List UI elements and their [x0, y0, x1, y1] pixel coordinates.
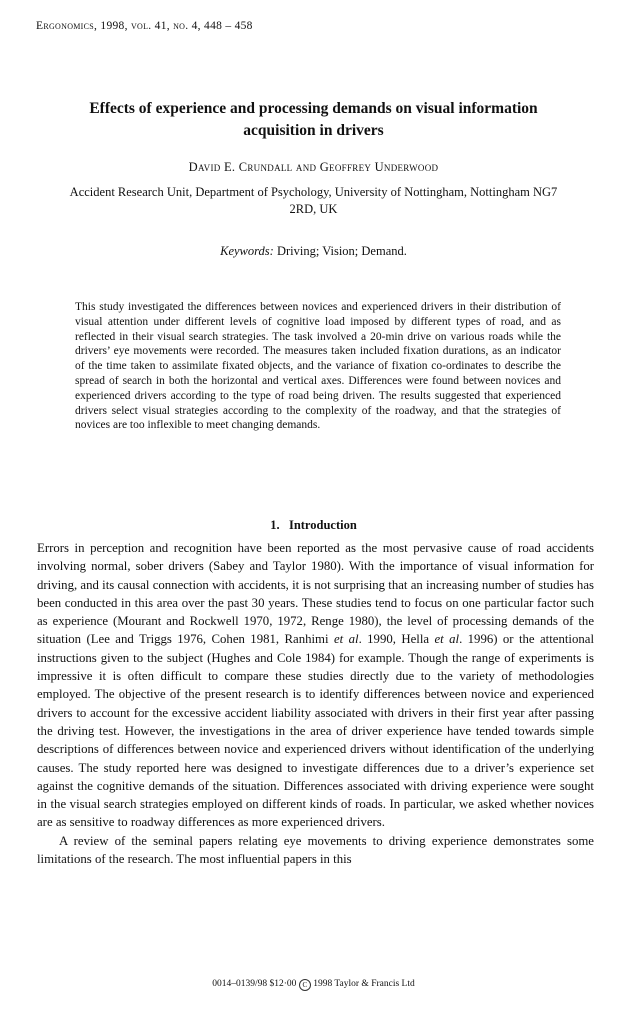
keywords	[0, 244, 627, 259]
page-footer	[0, 979, 627, 991]
copyright-text: 1998 Taylor & Francis Ltd	[313, 979, 415, 989]
running-head	[36, 20, 253, 32]
keywords-label: Keywords:	[220, 244, 274, 258]
paper-title: Effects of experience and processing demands on visual information acquisition in drivers	[89, 100, 538, 139]
abstract: This study investigated the differences between novices and experienced drivers in their distribution of visual attention under different levels of cognitive load imposed by different types of road, and as reflected in their visual search strategies. The task involved a 20-min drive on various roads while the drivers’ eye movements were recorded. The measures taken included fixation durations, as an indicator of the time taken to assimilate fixated objects, and the variance of fixation co-ordinates to describe the spread of search in both the horizontal and vertical axes. Differences were found between novices and experienced drivers according to the type of road being driven. The results suggested that experienced drivers select visual strategies according to the complexity of the roadway, and that the strategies of novices are too inflexible to meet changing demands.	[75, 301, 561, 432]
section-title: Introduction	[288, 518, 357, 532]
et-al: et al	[333, 632, 359, 647]
et-al: et al	[434, 632, 460, 647]
journal-year: , 1998,	[94, 20, 131, 32]
issn-price: 0014–0139/98 $12·00	[212, 979, 297, 989]
paragraph-text: . 1990, Hella	[358, 632, 435, 647]
volume-label: vol	[130, 20, 149, 32]
volume-number: . 41,	[148, 20, 174, 32]
paper-authors: David E. Crundall and Geoffrey Underwood	[188, 160, 439, 174]
paragraph-text: Errors in perception and recognition have been reported as the most pervasive cause of road accidents involving normal, sober drivers (Sabey and Taylor 1980). With the importance of visual information for driving, and its causal connection with accidents, it is not surprising that an increasing number of studies has been conducted in this area over the past 30 years. These studies tend to focus on one particular factor such as experience (Mourant and Rockwell 1970, 1972, Renge 1980), the level of processing demands of the situation (Lee and Triggs 1976, Cohen 1981, Ranhimi	[37, 541, 594, 647]
section-heading	[0, 518, 627, 533]
paragraph	[37, 539, 594, 832]
author-affiliation: Accident Research Unit, Department of Psychology, University of Nottingham, Nottingham NG7 2RD, UK	[69, 185, 558, 216]
keywords-values: Driving; Vision; Demand.	[276, 244, 407, 258]
copyright-icon: C	[299, 979, 311, 991]
section-number: 1.	[270, 518, 280, 532]
issue-label: no	[173, 20, 186, 32]
paragraph: A review of the seminal papers relating eye movements to driving experience demonstrates some limitations of the research. The most influential papers in this	[37, 833, 594, 867]
issue-pages: . 4, 448 – 458	[185, 20, 253, 32]
journal-name: Ergonomics	[36, 20, 95, 32]
body-text	[37, 539, 594, 868]
paragraph-text: . 1996) or the attentional instructions given to the subject (Hughes and Cole 1984) for example. Though the range of experiments is impressive it is often difficult to compare these studies directly due to the variety of methodologies employed. The objective of the present research is to identify differences between novice and experienced drivers to account for the excessive accident liability associated with drivers in their first year after passing the driving test. However, the investigations in the area of driver experience have tended towards simple descriptions of differences between novice and experienced drivers without identification of the underlying causes. The study reported here was designed to investigate differences due to a driver’s experience set against the cognitive demands of the situation. Differences associated with driving experience were sought in the visual search strategies employed on different kinds of roads. In particular, we asked whether novices are as sensitive to roadway differences as more experienced drivers.	[37, 632, 595, 830]
